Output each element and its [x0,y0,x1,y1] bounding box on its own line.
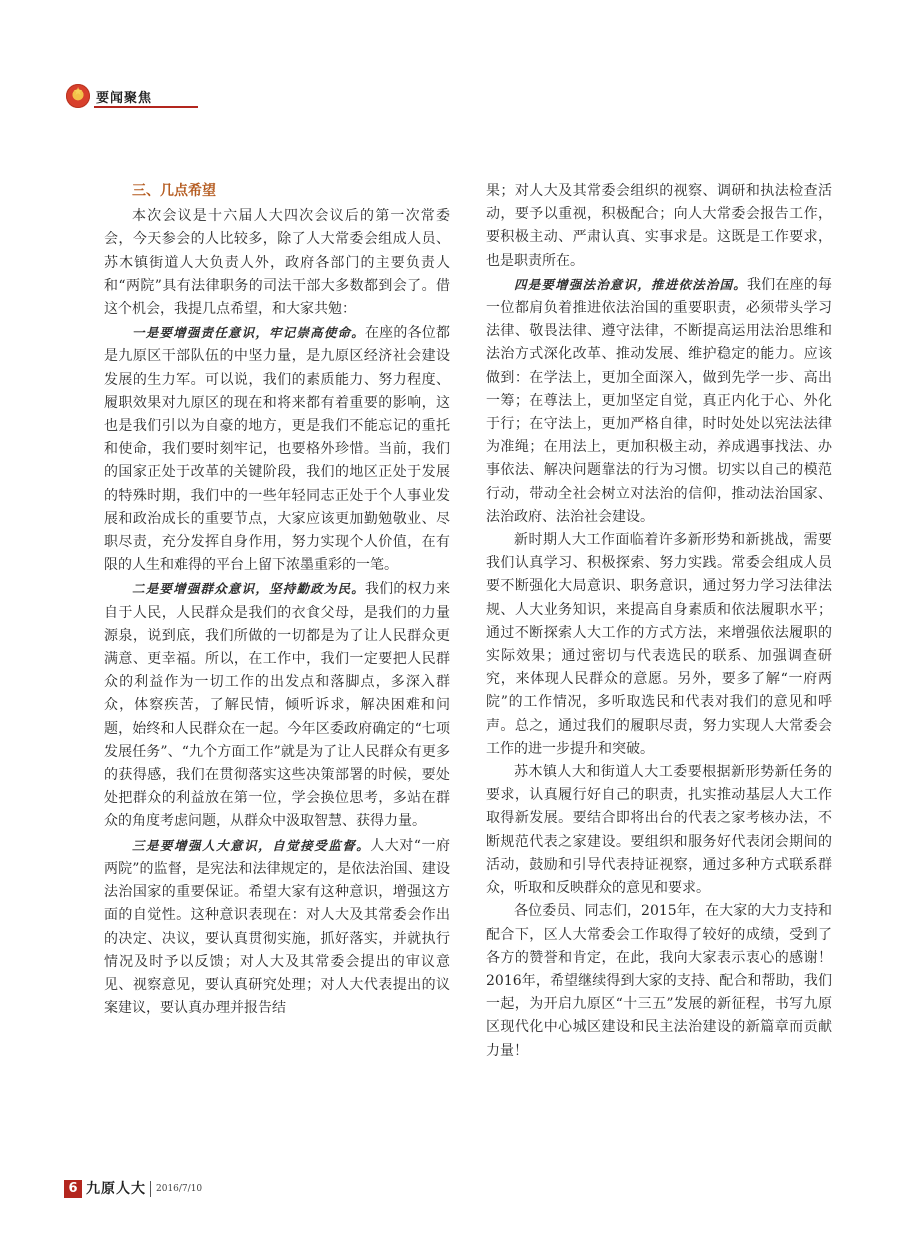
issue-date: 2016/7/10 [156,1184,203,1194]
paragraph-text: 新时期人大工作面临着许多新形势和新挑战，需要我们认真学习、积极探索、努力实践。常委会组成人员要不断强化大局意识、职务意识，通过努力学习法律法规、人大业务知识，来提高自身素质和依法履职水平；通过不断探索人大工作的方式方法，来增强依法履职的实际效果；通过密切与代表选民的联系、加强调查研究，来体现人民群众的意愿。另外，要多了解“一府两院”的工作情况，多听取选民和代表对我们的意见和呼声。总之，通过我们的履职尽责，努力实现人大常委会工作的进一步提升和突破。 [486,532,832,757]
paragraph-text: 果；对人大及其常委会组织的视察、调研和执法检查活动，要予以重视，积极配合；向人大常委会报告工作，要积极主动、严肃认真、实事求是。这既是工作要求，也是职责所在。 [486,183,832,269]
page-number: 6 [64,1180,82,1198]
section-title: 三、几点希望 [132,183,216,199]
paragraph [104,205,450,321]
paragraph [486,900,832,1062]
paragraph [486,529,832,761]
paragraph [486,273,832,529]
paragraph-lead: 三是要增强人大意识，自觉接受监督。 [132,837,371,853]
paragraph-text: 我们在座的每一位都肩负着推进依法治国的重要职责，必须带头学习法律、敬畏法律、遵守法律，不断提高运用法治思维和法治方式深化改革、推动发展、维护稳定的能力。应该做到：在学法上，更加全面深入，做到先学一步、高出一筹；在尊法上，更加坚定自觉，真正内化于心、外化于行；在守法上，更加严格自律，时时处处以宪法法律为准绳；在用法上，更加积极主动，养成遇事找法、办事依法、解决问题靠法的行为习惯。切实以自己的模范行动，带动全社会树立对法治的信仰，推动法治国家、法治政府、法治社会建设。 [486,276,832,525]
paragraph-text: 我们的权力来自于人民，人民群众是我们的衣食父母，是我们的力量源泉，说到底，我们所做的一切都是为了让人民群众更满意、更幸福。所以，在工作中，我们一定要把人民群众的利益作为一切工作的出发点和落脚点，多深入群众，体察疾苦，了解民情，倾听诉求，解决困难和问题，始终和人民群众在一起。今年区委政府确定的“七项发展任务”、“九个方面工作”就是为了让人民群众有更多的获得感，我们在贯彻落实这些决策部署的时候，要处处把群众的利益放在第一位，学会换位思考，多站在群众的角度考虑问题，从群众中汲取智慧、获得力量。 [104,581,450,830]
header-rule [94,106,198,108]
paragraph-lead: 一是要增强责任意识，牢记崇高使命。 [132,325,365,341]
paragraph-text: 苏木镇人大和街道人大工委要根据新形势新任务的要求，认真履行好自己的职责，扎实推动基层人大工作取得新发展。要结合即将出台的代表之家考核办法，不断规范代表之家建设。要组织和服务好代表闭会期间的活动，鼓励和引导代表持证视察，通过多种方式联系群众，听取和反映群众的意见和要求。 [486,764,832,897]
page-header [66,82,198,110]
left-column [104,180,450,1020]
paragraph [104,834,450,1021]
paragraph-lead: 二是要增强群众意识，坚持勤政为民。 [132,581,365,597]
paragraph [104,321,450,577]
page-footer [64,1178,284,1200]
magazine-name: 九原人大 [86,1181,146,1197]
paragraph [104,577,450,833]
paragraph-lead: 四是要增强法治意识，推进依法治国。 [514,276,747,292]
paragraph-text: 人大对“一府两院”的监督，是宪法和法律规定的，是依法治国、建设法治国家的重要保证。希望大家有这种意识，增强这方面的自觉性。这种意识表现在：对人大及其常委会作出的决定、决议，要认真贯彻实施，抓好落实，并就执行情况及时予以反馈；对人大及其常委会提出的审议意见、视察意见，要认真研究处理；对人大代表提出的议案建议，要认真办理并报告结 [104,837,450,1017]
paragraph-text: 本次会议是十六届人大四次会议后的第一次常委会，今天参会的人比较多，除了人大常委会组成人员、苏木镇街道人大负责人外，政府各部门的主要负责人和“两院”具有法律职务的司法干部大多数都到会了。借这个机会，我提几点希望，和大家共勉： [104,208,450,318]
footer-divider [150,1181,151,1197]
national-emblem-icon [66,84,90,108]
paragraph [486,180,832,273]
paragraph [486,761,832,900]
paragraph-text: 各位委员、同志们，2015年，在大家的大力支持和配合下，区人大常委会工作取得了较好的成绩，受到了各方的赞誉和肯定，在此，我向大家表示衷心的感谢！2016年，希望继续得到大家的支持、配合和帮助，我们一起，为开启九原区“十三五”发展的新征程，书写九原区现代化中心城区建设和民主法治建设的新篇章而贡献力量！ [486,903,832,1059]
right-column [486,180,832,1063]
paragraph-text: 在座的各位都是九原区干部队伍的中坚力量，是九原区经济社会建设发展的生力军。可以说，我们的素质能力、努力程度、履职效果对九原区的现在和将来都有着重要的影响，这也是我们引以为自豪的地方，更是我们不能忘记的重托和使命，我们要时刻牢记，也要格外珍惜。当前，我们的国家正处于改革的关键阶段，我们的地区正处于发展的特殊时期，我们中的一些年轻同志正处于个人事业发展和政治成长的重要节点，大家应该更加勤勉敬业、尽职尽责，充分发挥自身作用，努力实现个人价值，在有限的人生和难得的平台上留下浓墨重彩的一笔。 [104,325,450,574]
section-label: 要闻聚焦 [96,91,153,106]
